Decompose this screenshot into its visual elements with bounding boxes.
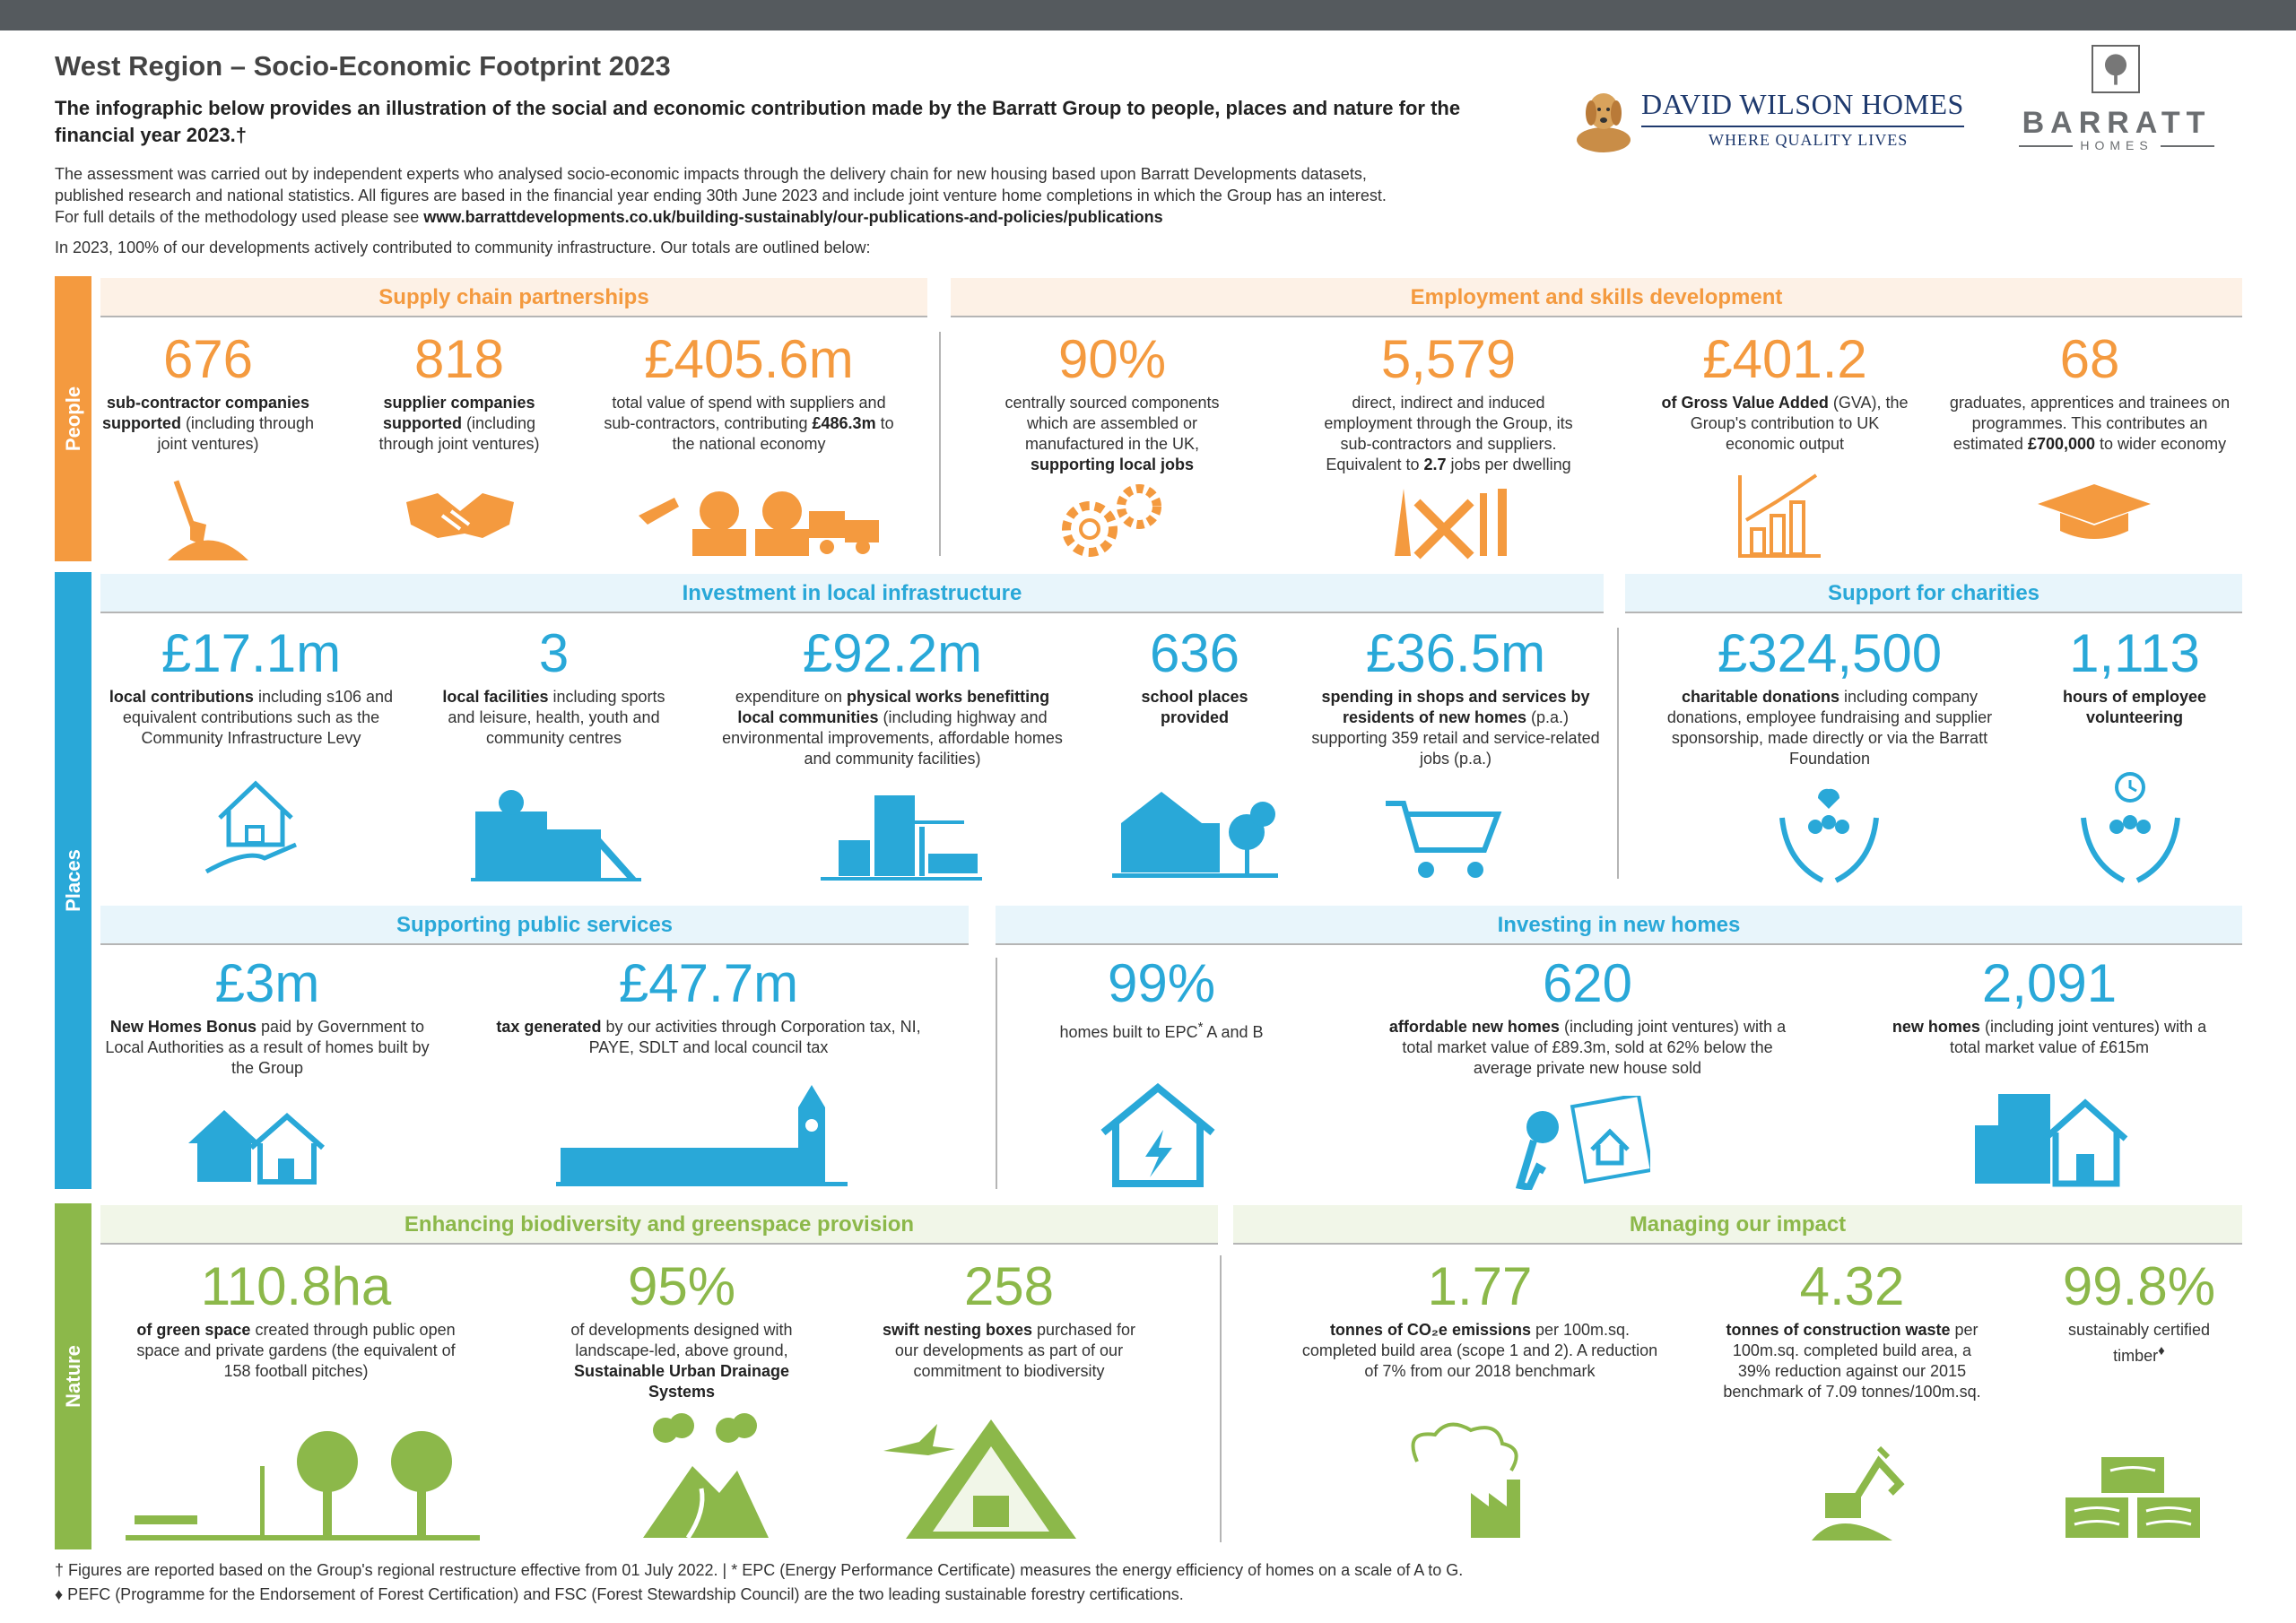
city-buildings-icon [821, 791, 982, 881]
apartment-house-icon [1973, 1089, 2130, 1188]
methodology-link[interactable]: www.barrattdevelopments.co.uk/building-sustainably/our-publications-and-policies/publications [423, 208, 1163, 226]
dwh-brand-name: DAVID WILSON HOMES [1641, 88, 1964, 120]
houses-icon [184, 1103, 327, 1185]
stat-swift: 258 swift nesting boxes purchased for our developments as part of our commitment to biodiversity [882, 1256, 1136, 1380]
stat-new-homes-bonus: £3m New Homes Bonus paid by Government to Local Authorities as a result of homes built by the Group [105, 953, 430, 1077]
park-icon [126, 1426, 480, 1542]
divider [1220, 1255, 1222, 1542]
header-bar [0, 0, 2296, 30]
excavator-icon [1803, 1444, 1910, 1542]
parliament-icon [556, 1081, 848, 1188]
gears-icon [1054, 480, 1169, 560]
page-title: West Region – Socio-Economic Footprint 2023 [55, 50, 671, 82]
stat-graduates: 68 graduates, apprentices and trainees on programmes. This contributes an estimated £700,000 to wider economy [1949, 329, 2231, 453]
band-people: People [55, 276, 91, 561]
workers-icon [639, 480, 881, 556]
intro-text: The infographic below provides an illustration of the social and economic contribution made by the Barratt Group to people, places and nature for the financial year 2023.† [55, 97, 1461, 146]
dog-icon [1574, 82, 1633, 156]
stat-facilities: 3 local facilities including sports and leisure, health, youth and community centres [442, 623, 665, 747]
barratt-brand-sub: HOMES [2000, 138, 2233, 152]
footnote-2: ♦ PEFC (Programme for the Endorsement of Forest Certification) and FSC (Forest Stewardship Council) are the two leading sustainable forestry certifications. [55, 1585, 1184, 1603]
stat-tax: £47.7m tax generated by our activities through Corporation tax, NI, PAYE, SDLT and local council tax [496, 953, 921, 1056]
stat-school-places: 636 school places provided [1141, 623, 1248, 726]
drainage-rain-icon [639, 1412, 773, 1542]
section-charities: Support for charities [1625, 574, 2242, 613]
community-centre-icon [471, 785, 641, 883]
stat-donations: £324,500 charitable donations including company donations, employee fundraising and supplier sponsorship, made directly or via the Barratt Foundation [1666, 623, 1993, 768]
stat-subcontractors: 676 sub-contractor companies supported (including through joint ventures) [101, 329, 315, 453]
stat-volunteering: 1,113 hours of employee volunteering [2062, 623, 2207, 726]
co2-factory-icon [1399, 1421, 1552, 1542]
stat-co2: 1.77 tonnes of CO₂e emissions per 100m.sq. completed build area (scope 1 and 2). A reduction of 7% from our 2018 benchmark [1301, 1256, 1658, 1380]
growth-chart-icon [1735, 471, 1825, 560]
section-biodiversity: Enhancing biodiversity and greenspace provision [100, 1205, 1218, 1245]
house-key-icon [1516, 1096, 1650, 1190]
methodology-line-3: For full details of the methodology used please see www.barrattdevelopments.co.uk/building-sustainably/our-publications-and-policies/publications [55, 208, 1163, 226]
barratt-homes-logo [2000, 45, 2233, 152]
methodology-text [55, 163, 1597, 228]
stat-suds: 95% of developments designed with landscape-led, above ground, Sustainable Urban Drainage Systems [570, 1256, 793, 1401]
footnote-1: † Figures are reported based on the Group's regional restructure effective from 01 July 2022. | * EPC (Energy Performance Certificate) measures the energy efficiency of homes on a scale of A to G. [55, 1561, 1464, 1579]
divider [996, 958, 997, 1189]
stat-suppliers: 818 supplier companies supported (including through joint ventures) [378, 329, 540, 453]
stat-timber: 99.8% sustainably certified timber♦ [2062, 1256, 2216, 1365]
band-places: Places [55, 572, 91, 1189]
divider [1641, 126, 1964, 127]
section-impact: Managing our impact [1233, 1205, 2242, 1245]
energy-house-icon [1096, 1081, 1220, 1188]
stat-components: 90% centrally sourced components which are assembled or manufactured in the UK, supporting local jobs [1004, 329, 1220, 473]
stat-epc: 99% homes built to EPC* A and B [1059, 953, 1264, 1041]
handshake-icon [402, 484, 518, 547]
stat-shops: £36.5m spending in shops and services by residents of new homes (p.a.) supporting 359 retail and service-related jobs (p.a.) [1311, 623, 1600, 768]
tree-icon [2092, 45, 2140, 93]
summary-line: In 2023, 100% of our developments actively contributed to community infrastructure. Our totals are outlined below: [55, 239, 871, 256]
nesting-box-icon [883, 1415, 1081, 1541]
timber-stack-icon [2061, 1453, 2205, 1542]
hands-clock-icon [2079, 771, 2182, 886]
barratt-brand-name: BARRATT [2022, 106, 2212, 140]
methodology-line-2: published research and national statistics. All figures are based in the financial year ending 30th June 2023 and include joint venture home completions in which the Group has an interest. [55, 187, 1387, 204]
shopping-cart-icon [1386, 796, 1502, 881]
section-infrastructure: Investment in local infrastructure [100, 574, 1604, 613]
section-new-homes: Investing in new homes [996, 906, 2242, 945]
stat-waste: 4.32 tonnes of construction waste per 100m.sq. completed build area, a 39% reduction against our 2015 benchmark of 7.09 tonnes/100m.sq. [1723, 1256, 1981, 1401]
school-icon [1112, 778, 1278, 881]
section-public-services: Supporting public services [100, 906, 969, 945]
stat-spend: £405.6m total value of spend with suppliers and sub-contractors, contributing £486.3m to the national economy [604, 329, 894, 453]
stat-gva: £401.2 of Gross Value Added (GVA), the Group's contribution to UK economic output [1661, 329, 1909, 453]
section-supply-chain: Supply chain partnerships [100, 278, 927, 317]
shovel-icon [163, 475, 253, 560]
methodology-line-1: The assessment was carried out by independent experts who analysed socio-economic impacts through the delivery chain for new housing based upon Barratt Developments datasets, [55, 165, 1367, 183]
stat-jobs: 5,579 direct, indirect and induced employment through the Group, its sub-contractors and suppliers. Equivalent to 2.7 jobs per dwelling [1324, 329, 1573, 473]
david-wilson-homes-logo [1574, 82, 1969, 156]
divider [1617, 628, 1619, 879]
divider [939, 332, 941, 556]
stat-local-contributions: £17.1m local contributions including s106 and equivalent contributions such as the Community Infrastructure Levy [109, 623, 394, 747]
stat-green-space: 110.8ha of green space created through public open space and private gardens (the equivalent of 158 football pitches) [136, 1256, 456, 1380]
house-in-hand-icon [202, 773, 305, 881]
section-employment: Employment and skills development [951, 278, 2242, 317]
stat-physical-works: £92.2m expenditure on physical works benefitting local communities (including highway and environmental improvements, affordable homes and community facilities) [722, 623, 1063, 768]
hands-people-icon [1778, 782, 1881, 885]
graduation-cap-icon [2038, 484, 2151, 542]
tools-icon [1386, 484, 1520, 560]
stat-new-homes: 2,091 new homes (including joint ventures) with a total market value of £615m [1892, 953, 2207, 1056]
stat-affordable-homes: 620 affordable new homes (including joint ventures) with a total market value of £89.3m, sold at 62% below the average private new house sold [1388, 953, 1787, 1077]
dwh-tagline: WHERE QUALITY LIVES [1709, 131, 1909, 149]
band-nature: Nature [55, 1203, 91, 1549]
